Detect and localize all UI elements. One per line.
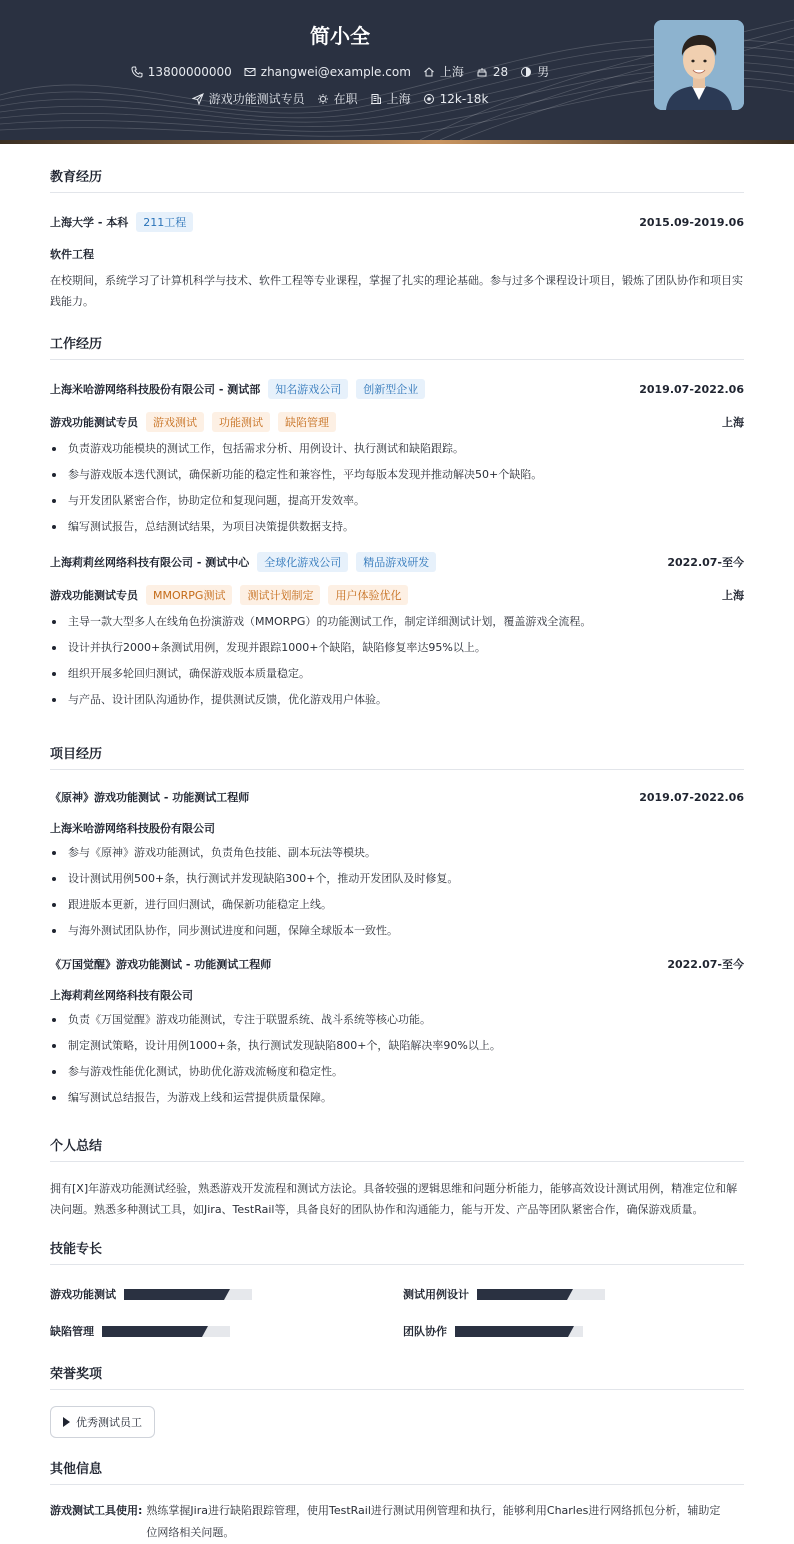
skill-item — [50, 1286, 403, 1302]
work-section — [50, 333, 744, 713]
status-icon — [317, 93, 329, 105]
job-header-row — [50, 552, 744, 572]
skill-label: 缺陷管理 — [50, 1325, 94, 1338]
skill-tag: 测试计划制定 — [240, 585, 320, 605]
send-icon — [192, 93, 204, 105]
salary-item: 12k-18k — [423, 90, 489, 107]
honors-section — [50, 1363, 744, 1438]
section-title: 荣誉奖项 — [50, 1363, 744, 1390]
project-date: 2022.07-至今 — [667, 958, 744, 971]
project-header-row — [50, 956, 744, 972]
education-header-row — [50, 212, 744, 232]
job-date: 2022.07-至今 — [667, 556, 744, 569]
skill-item — [403, 1286, 744, 1302]
job-position: 游戏功能测试专员 — [50, 589, 138, 602]
other-info-row — [50, 1500, 744, 1544]
mail-icon — [244, 66, 256, 78]
gender-item: 男 — [520, 63, 549, 80]
job-position-row — [50, 585, 744, 605]
job-location: 上海 — [722, 416, 744, 429]
candidate-name: 简小全 — [310, 24, 370, 48]
summary-section — [50, 1135, 744, 1220]
company-tag: 知名游戏公司 — [268, 379, 348, 399]
home-icon — [423, 66, 435, 78]
skill-tag: 功能测试 — [212, 412, 270, 432]
list-item: 参与《原神》游戏功能测试，负责角色技能、副本玩法等模块。 — [50, 840, 744, 866]
school-name: 上海大学 - 本科 — [50, 216, 129, 229]
section-title: 个人总结 — [50, 1135, 744, 1162]
job-date: 2019.07-2022.06 — [639, 382, 744, 396]
gender-icon — [520, 66, 532, 78]
section-title: 教育经历 — [50, 166, 744, 193]
target-position-item: 游戏功能测试专员 — [192, 90, 305, 107]
contact-row — [0, 63, 680, 80]
avatar — [654, 20, 744, 110]
job-position-row — [50, 412, 744, 432]
skill-bar-fill — [477, 1289, 567, 1300]
project-entry — [50, 956, 744, 1111]
resume-header — [0, 0, 794, 140]
company-name: 上海米哈游网络科技股份有限公司 - 测试部 — [50, 383, 261, 396]
honors-list — [50, 1406, 744, 1438]
section-title: 其他信息 — [50, 1458, 744, 1485]
other-info-label: 游戏测试工具使用: — [50, 1504, 143, 1517]
skills-section — [50, 1238, 744, 1339]
education-description: 在校期间，系统学习了计算机科学与技术、软件工程等专业课程，掌握了扎实的理论基础。参与过多个课程设计项目，锻炼了团队协作和项目实践能力。 — [50, 274, 743, 308]
award-toggle[interactable] — [50, 1406, 155, 1438]
phone-item: 13800000000 — [131, 63, 232, 80]
company-tag: 全球化游戏公司 — [257, 552, 348, 572]
job-bullets — [50, 436, 744, 540]
other-section — [50, 1458, 744, 1544]
project-date: 2019.07-2022.06 — [639, 790, 744, 804]
avatar-portrait — [654, 20, 744, 110]
list-item: 编写测试总结报告，为游戏上线和运营提供质量保障。 — [50, 1085, 744, 1111]
section-title: 工作经历 — [50, 333, 744, 360]
school-tag: 211工程 — [136, 212, 193, 232]
skill-item — [50, 1323, 403, 1339]
skill-tag: MMORPG测试 — [146, 585, 232, 605]
skill-bar — [124, 1289, 252, 1300]
job-location: 上海 — [722, 589, 744, 602]
skill-label: 团队协作 — [403, 1325, 447, 1338]
list-item: 与开发团队紧密合作，协助定位和复现问题，提高开发效率。 — [50, 488, 744, 514]
age-icon — [476, 66, 488, 78]
project-bullets — [50, 1007, 744, 1111]
project-name: 《原神》游戏功能测试 - 功能测试工程师 — [50, 791, 250, 804]
city-item: 上海 — [423, 63, 464, 80]
company-name: 上海莉莉丝网络科技有限公司 - 测试中心 — [50, 556, 250, 569]
job-position: 游戏功能测试专员 — [50, 416, 138, 429]
other-info-text: 熟练掌握Jira进行缺陷跟踪管理，使用TestRail进行测试用例管理和执行，能够利用Charles进行网络抓包分析，辅助定位网络相关问题。 — [146, 1504, 721, 1539]
skill-label: 测试用例设计 — [403, 1288, 469, 1301]
skills-grid — [50, 1286, 744, 1339]
award-label: 优秀测试员工 — [76, 1416, 142, 1429]
skill-bar-fill — [455, 1326, 568, 1337]
phone-icon — [131, 66, 143, 78]
list-item: 与产品、设计团队沟通协作，提供测试反馈，优化游戏用户体验。 — [50, 687, 744, 713]
play-icon — [63, 1417, 70, 1427]
skill-bar — [477, 1289, 605, 1300]
list-item: 设计测试用例500+条，执行测试并发现缺陷300+个，推动开发团队及时修复。 — [50, 866, 744, 892]
resume-body — [50, 144, 744, 1544]
education-section — [50, 166, 744, 312]
job-intent-row — [0, 90, 680, 107]
project-section — [50, 743, 744, 1111]
section-title: 项目经历 — [50, 743, 744, 770]
skill-label: 游戏功能测试 — [50, 1288, 116, 1301]
job-bullets — [50, 609, 744, 713]
skill-bar — [455, 1326, 583, 1337]
company-tag: 创新型企业 — [356, 379, 425, 399]
job-header-row — [50, 379, 744, 399]
summary-text: 拥有[X]年游戏功能测试经验，熟悉游戏开发流程和测试方法论。具备较强的逻辑思维和问题分析能力，能够高效设计测试用例，精准定位和解决问题。熟悉多种测试工具，如Jira、TestRail等，具备良好的团队协作和沟通能力，能与开发、产品等团队紧密合作，确保游戏质量。 — [50, 1182, 738, 1216]
list-item: 参与游戏性能优化测试，协助优化游戏流畅度和稳定性。 — [50, 1059, 744, 1085]
project-bullets — [50, 840, 744, 944]
major: 软件工程 — [50, 248, 94, 261]
job-entry — [50, 552, 744, 713]
list-item: 制定测试策略，设计用例1000+条，执行测试发现缺陷800+个，缺陷解决率90%以上。 — [50, 1033, 744, 1059]
age-item: 28 — [476, 63, 508, 80]
skill-tag: 用户体验优化 — [328, 585, 408, 605]
list-item: 参与游戏版本迭代测试，确保新功能的稳定性和兼容性，平均每版本发现并推动解决50+个缺陷。 — [50, 462, 744, 488]
project-entry — [50, 789, 744, 944]
email-item: zhangwei@example.com — [244, 63, 411, 80]
list-item: 编写测试报告，总结测试结果，为项目决策提供数据支持。 — [50, 514, 744, 540]
section-title: 技能专长 — [50, 1238, 744, 1265]
job-status-item: 在职 — [317, 90, 358, 107]
project-name: 《万国觉醒》游戏功能测试 - 功能测试工程师 — [50, 958, 272, 971]
list-item: 主导一款大型多人在线角色扮演游戏（MMORPG）的功能测试工作，制定详细测试计划，覆盖游戏全流程。 — [50, 609, 744, 635]
skill-bar-fill — [124, 1289, 224, 1300]
building-icon — [370, 93, 382, 105]
skill-bar-fill — [102, 1326, 202, 1337]
project-company: 上海米哈游网络科技股份有限公司 — [50, 822, 215, 835]
skill-item — [403, 1323, 744, 1339]
target-city-item: 上海 — [370, 90, 411, 107]
education-date: 2015.09-2019.06 — [639, 215, 744, 229]
list-item: 与海外测试团队协作，同步测试进度和问题，保障全球版本一致性。 — [50, 918, 744, 944]
skill-bar — [102, 1326, 230, 1337]
company-tag: 精品游戏研发 — [356, 552, 436, 572]
salary-icon — [423, 93, 435, 105]
skill-tag: 游戏测试 — [146, 412, 204, 432]
skill-tag: 缺陷管理 — [278, 412, 336, 432]
project-header-row — [50, 789, 744, 805]
job-entry — [50, 379, 744, 540]
list-item: 组织开展多轮回归测试，确保游戏版本质量稳定。 — [50, 661, 744, 687]
list-item: 负责《万国觉醒》游戏功能测试，专注于联盟系统、战斗系统等核心功能。 — [50, 1007, 744, 1033]
list-item: 负责游戏功能模块的测试工作，包括需求分析、用例设计、执行测试和缺陷跟踪。 — [50, 436, 744, 462]
list-item: 跟进版本更新，进行回归测试，确保新功能稳定上线。 — [50, 892, 744, 918]
list-item: 设计并执行2000+条测试用例，发现并跟踪1000+个缺陷，缺陷修复率达95%以上。 — [50, 635, 744, 661]
project-company: 上海莉莉丝网络科技有限公司 — [50, 989, 193, 1002]
